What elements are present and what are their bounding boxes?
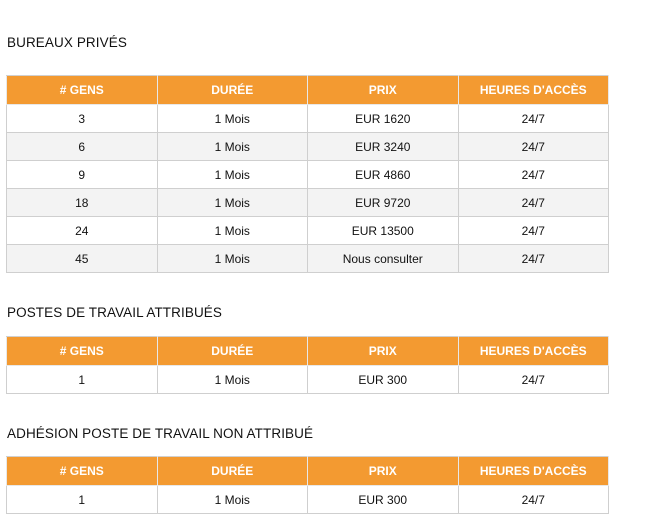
- cell-heures: 24/7: [458, 189, 609, 217]
- cell-prix: Nous consulter: [308, 245, 459, 273]
- column-header-prix: PRIX: [308, 337, 459, 366]
- cell-heures: 24/7: [458, 486, 609, 514]
- table-row: [7, 217, 609, 245]
- cell-duree: 1 Mois: [157, 366, 308, 394]
- cell-prix: EUR 13500: [308, 217, 459, 245]
- column-header-gens: # GENS: [7, 337, 158, 366]
- table-row: [7, 366, 609, 394]
- column-header-gens: # GENS: [7, 76, 158, 105]
- cell-heures: 24/7: [458, 133, 609, 161]
- cell-heures: 24/7: [458, 217, 609, 245]
- cell-prix: EUR 300: [308, 486, 459, 514]
- cell-duree: 1 Mois: [157, 133, 308, 161]
- column-header-heures: HEURES D'ACCÈS: [458, 337, 609, 366]
- column-header-heures: HEURES D'ACCÈS: [458, 76, 609, 105]
- cell-prix: EUR 4860: [308, 161, 459, 189]
- cell-prix: EUR 300: [308, 366, 459, 394]
- cell-gens: 3: [7, 105, 158, 133]
- section-title-postes-attribues: POSTES DE TRAVAIL ATTRIBUÉS: [7, 305, 223, 320]
- pricing-table-postes-attribues: [6, 336, 609, 394]
- table-row: [7, 486, 609, 514]
- cell-duree: 1 Mois: [157, 105, 308, 133]
- pricing-table-adhesion-non-attribue: [6, 456, 609, 514]
- cell-gens: 1: [7, 486, 158, 514]
- column-header-duree: DURÉE: [157, 457, 308, 486]
- cell-gens: 9: [7, 161, 158, 189]
- cell-gens: 45: [7, 245, 158, 273]
- column-header-duree: DURÉE: [157, 76, 308, 105]
- table-header-row: [7, 457, 609, 486]
- cell-heures: 24/7: [458, 366, 609, 394]
- table-row: [7, 245, 609, 273]
- column-header-prix: PRIX: [308, 457, 459, 486]
- section-title-adhesion-non-attribue: ADHÉSION POSTE DE TRAVAIL NON ATTRIBUÉ: [7, 426, 314, 441]
- cell-duree: 1 Mois: [157, 161, 308, 189]
- pricing-table-bureaux-prives: [6, 75, 609, 273]
- cell-heures: 24/7: [458, 161, 609, 189]
- column-header-duree: DURÉE: [157, 337, 308, 366]
- cell-duree: 1 Mois: [157, 245, 308, 273]
- column-header-heures: HEURES D'ACCÈS: [458, 457, 609, 486]
- cell-gens: 18: [7, 189, 158, 217]
- cell-gens: 1: [7, 366, 158, 394]
- cell-prix: EUR 9720: [308, 189, 459, 217]
- table-row: [7, 105, 609, 133]
- cell-heures: 24/7: [458, 245, 609, 273]
- table-row: [7, 133, 609, 161]
- table-header-row: [7, 76, 609, 105]
- cell-prix: EUR 1620: [308, 105, 459, 133]
- section-title-bureaux-prives: BUREAUX PRIVÉS: [7, 35, 127, 50]
- cell-gens: 24: [7, 217, 158, 245]
- cell-gens: 6: [7, 133, 158, 161]
- table-row: [7, 161, 609, 189]
- column-header-gens: # GENS: [7, 457, 158, 486]
- cell-duree: 1 Mois: [157, 217, 308, 245]
- table-header-row: [7, 337, 609, 366]
- cell-duree: 1 Mois: [157, 486, 308, 514]
- cell-heures: 24/7: [458, 105, 609, 133]
- cell-prix: EUR 3240: [308, 133, 459, 161]
- table-row: [7, 189, 609, 217]
- cell-duree: 1 Mois: [157, 189, 308, 217]
- column-header-prix: PRIX: [308, 76, 459, 105]
